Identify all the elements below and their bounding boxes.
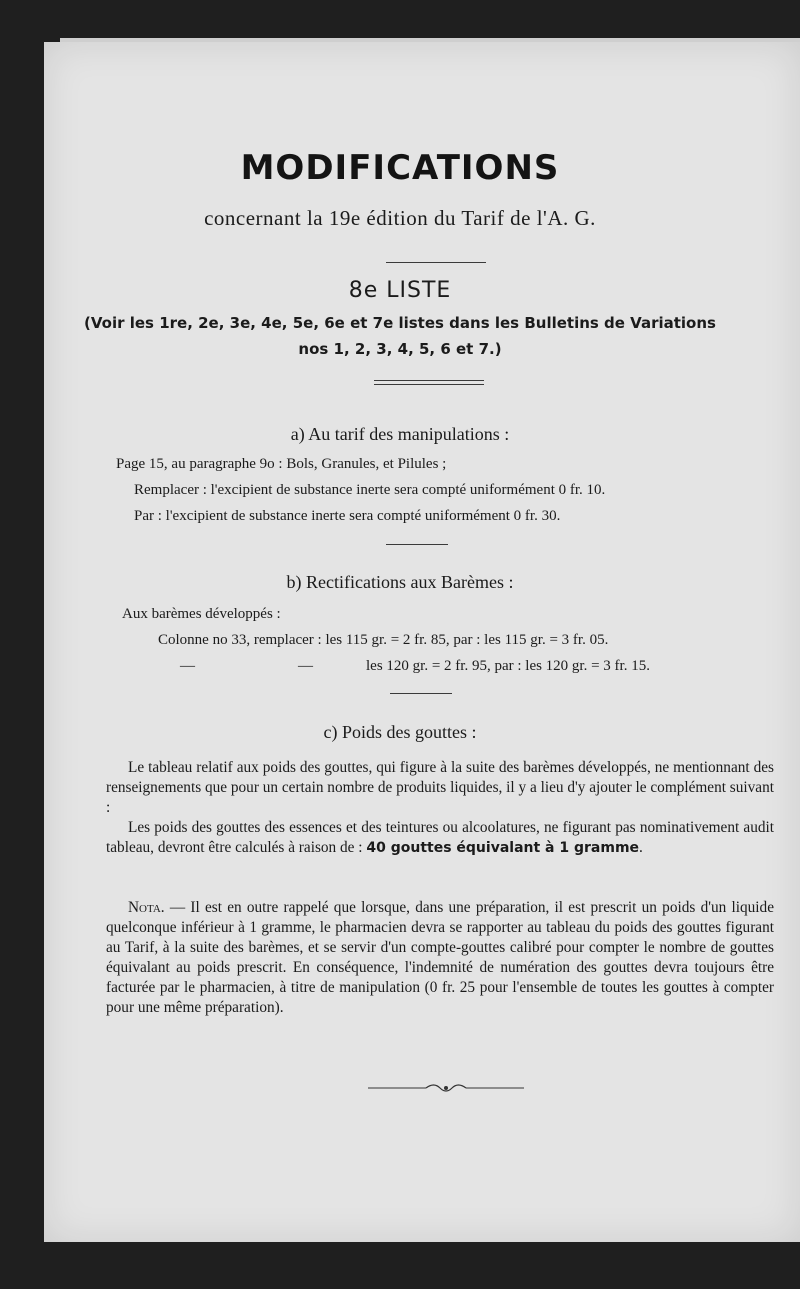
divider [386,544,448,545]
section-a-par: Par : l'excipient de substance inerte sera compté uniformément 0 fr. 30. [134,508,561,524]
list-numbers: nos 1, 2, 3, 4, 5, 6 et 7.) [298,340,502,358]
section-b-row-1: Colonne no 33, remplacer : les 115 gr. = 2 fr. 85, par : les 115 gr. = 3 fr. 05. [158,632,609,648]
section-b-row-2: les 120 gr. = 2 fr. 95, par : les 120 gr. = 3 fr. 15. [366,658,650,674]
divider [374,380,484,381]
section-c-paragraph-1: Le tableau relatif aux poids des gouttes, qui figure à la suite des barèmes développés, ne mentionnant des renseignements que pour un certain nombre de produits liquides, il y a lieu d'y ajouter le complément suivant : [106,759,774,816]
section-c-paragraph-2 [106,818,774,858]
section-b-row-2-dash: — [180,658,195,674]
section-a-heading: a) Au tarif des manipulations : [290,424,510,444]
paragraph-emphasis: 40 gouttes équivalant à 1 gramme [366,840,640,856]
list-number: 8e LISTE [348,278,452,303]
page-title: MODIFICATIONS [240,148,560,188]
section-b-row-2-dash: — [298,658,313,674]
section-c-heading: c) Poids des gouttes : [323,722,477,742]
ornament-divider [368,1080,524,1096]
divider [386,262,486,263]
section-a-page-ref: Page 15, au paragraphe 9o : Bols, Granules, et Pilules ; [116,456,447,472]
section-b-heading: b) Rectifications aux Barèmes : [286,572,514,592]
nota-text: — Il est en outre rappelé que lorsque, dans une préparation, il est prescrit un poids d'un liquide quelconque inférieur à 1 gramme, le pharmacien devra se rapporter au tableau du poids des gouttes figurant au Tarif, à la suite des barèmes, et se servir d'un compte-gouttes calibré pour compter le nombre de gouttes équivalant au poids prescrit. En conséquence, l'indemnité de numération des gouttes devra toujours être facturée par le pharmacien, à titre de manipulation (0 fr. 25 pour l'ensemble de toutes les gouttes à compter pour une même préparation). [106,899,774,1016]
section-b-intro: Aux barèmes développés : [122,606,281,622]
paragraph-text: Les poids des gouttes des essences et des teintures ou alcoolatures, ne figurant pas nominativement audit tableau, devront être calculés à raison de : [106,819,774,856]
list-reference: (Voir les 1re, 2e, 3e, 4e, 5e, 6e et 7e listes dans les Bulletins de Variations [84,314,716,332]
section-c-nota [106,898,774,1018]
page-subtitle: concernant la 19e édition du Tarif de l'A. G. [204,206,596,230]
section-a-remplacer: Remplacer : l'excipient de substance inerte sera compté uniformément 0 fr. 10. [134,482,606,498]
paragraph-end: . [639,839,643,856]
nota-label: Nota. [128,899,165,916]
divider [390,693,452,694]
divider [374,384,484,385]
